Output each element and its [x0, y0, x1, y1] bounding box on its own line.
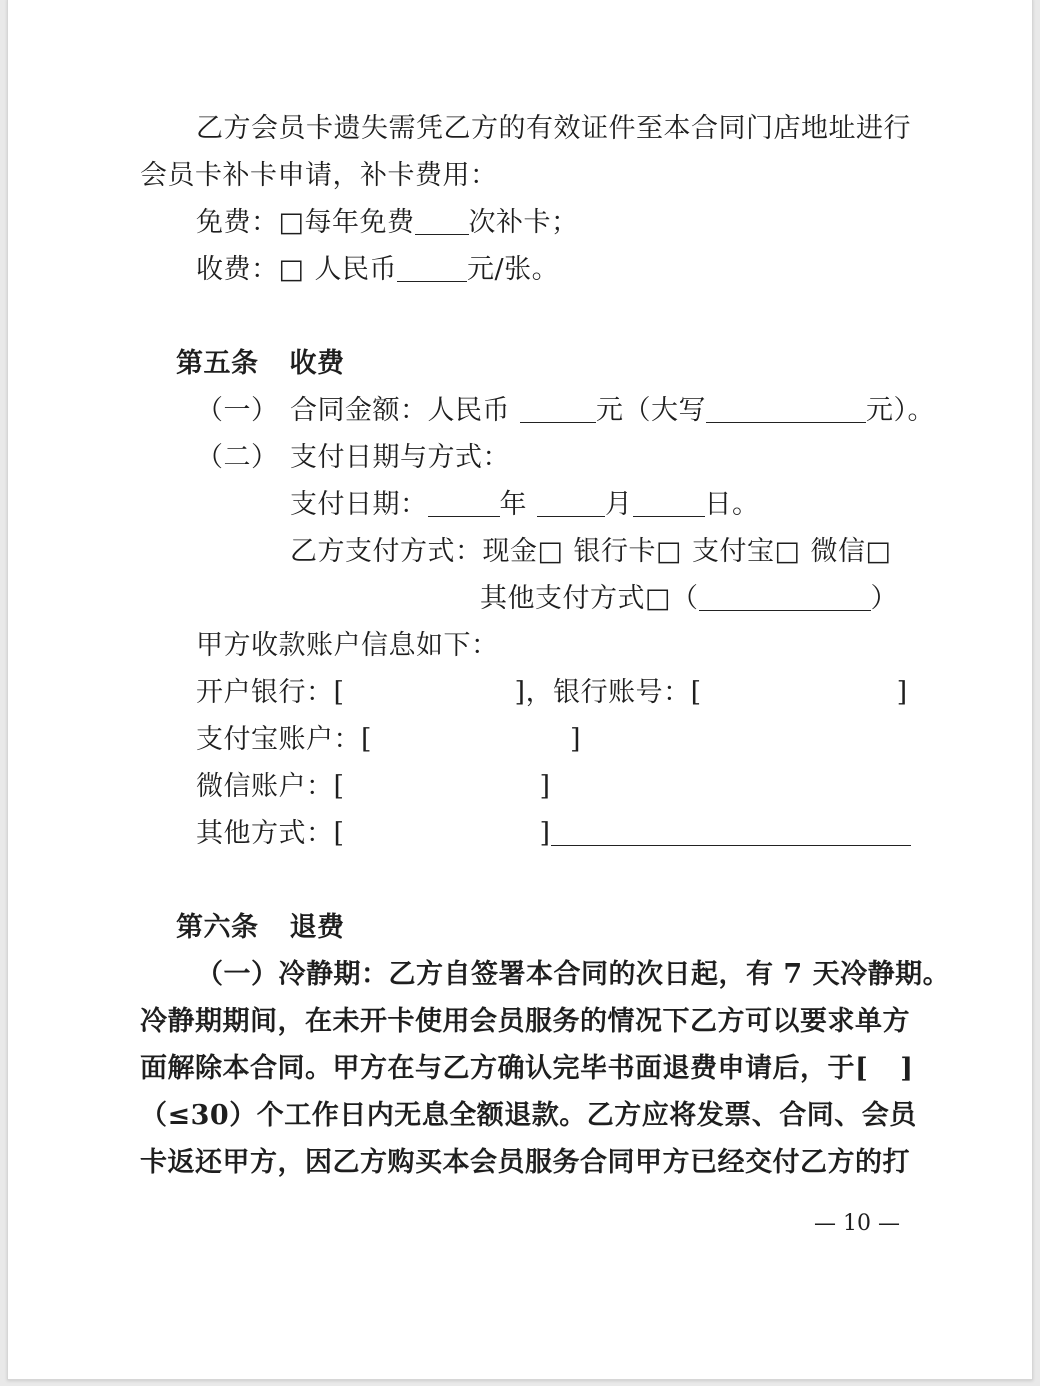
contract-amount-label: 合同金额：人民币	[290, 395, 510, 426]
bracket-open: [	[333, 677, 345, 708]
year-label: 年	[499, 489, 527, 520]
bracket-open: [	[855, 1053, 869, 1084]
payment-method-heading	[0, 434, 1040, 481]
other-account-label: 其他方式：	[196, 818, 334, 849]
page-number: — 10 —	[814, 1211, 900, 1236]
item-2-marker: （二）	[196, 442, 279, 473]
free-label: 免费：	[196, 207, 279, 238]
empty-line	[0, 293, 1040, 340]
bracket-close: ]	[514, 677, 526, 708]
amount-unit: 元（大写	[596, 395, 706, 426]
article-5-heading	[0, 340, 1040, 387]
article-6-heading	[0, 904, 1040, 951]
payment-options-line	[0, 528, 1040, 575]
item-1-marker: （一）	[196, 395, 279, 426]
alipay-label: 支付宝账户：	[196, 724, 361, 755]
cash-checkbox: □	[537, 536, 564, 567]
article-6-title: 退费	[289, 912, 345, 943]
bank-account-label: 银行账号：	[553, 677, 691, 708]
payment-date-line	[0, 481, 1040, 528]
other-payment-blank	[699, 592, 871, 611]
bracket-open: [	[333, 818, 345, 849]
article-5-number: 第五条	[176, 348, 259, 379]
bracket-close: ]	[896, 677, 908, 708]
charge-text: 人民币	[314, 254, 398, 285]
alipay-checkbox: □	[774, 536, 801, 567]
free-suffix: 次补卡；	[468, 207, 579, 238]
other-account-blank	[551, 827, 911, 846]
bracket-close: ]	[539, 771, 551, 802]
payment-date-label: 支付日期：	[290, 489, 428, 520]
free-replacement-option	[0, 199, 1040, 246]
wechat-account-line	[0, 763, 1040, 810]
contract-amount-line	[0, 387, 1040, 434]
free-text: 每年免费	[304, 207, 415, 238]
paren-open: （	[671, 583, 699, 614]
free-count-blank	[415, 216, 469, 235]
document-body	[0, 105, 1040, 1186]
bracket-close: ]	[570, 724, 582, 755]
day-blank	[633, 498, 705, 517]
month-blank	[537, 498, 605, 517]
day-label: 日。	[704, 489, 760, 520]
bracket-open: [	[333, 771, 345, 802]
paren-close: ）	[870, 583, 899, 614]
bracket-open: [	[690, 677, 702, 708]
account-intro: 甲方收款账户信息如下：	[196, 630, 499, 661]
option-bank-card: 银行卡	[573, 536, 657, 567]
card-replacement-line-1: 乙方会员卡遗失需凭乙方的有效证件至本合同门店地址进行	[196, 113, 911, 144]
bank-card-checkbox: □	[656, 536, 683, 567]
free-checkbox: □	[278, 207, 305, 238]
amount-words-blank	[706, 404, 866, 423]
cooling-period-line-3	[0, 1045, 1040, 1092]
charge-amount-blank	[397, 263, 467, 282]
cooling-period-line-3-text: 面解除本合同。甲方在与乙方确认完毕书面退费申请后，于	[140, 1053, 855, 1084]
cooling-period-line-5: 卡返还甲方，因乙方购买本会员服务合同甲方已经交付乙方的打	[140, 1147, 910, 1178]
article-5-title: 收费	[289, 348, 345, 379]
bracket-open: [	[361, 724, 373, 755]
month-label: 月	[605, 489, 633, 520]
option-cash: 现金	[482, 536, 538, 567]
payment-method-title: 支付日期与方式：	[290, 442, 510, 473]
other-account-line	[0, 810, 1040, 857]
charge-suffix: 元/张。	[467, 254, 560, 285]
bank-separator: ，	[525, 677, 554, 708]
article-6-number: 第六条	[176, 912, 259, 943]
wechat-checkbox: □	[865, 536, 892, 567]
other-payment-line	[0, 575, 1040, 622]
bracket-close: ]	[539, 818, 551, 849]
cooling-period-line-4: （≤30）个工作日内无息全额退款。乙方应将发票、合同、会员	[140, 1100, 917, 1131]
empty-line	[0, 857, 1040, 904]
other-payment-checkbox: □	[645, 583, 672, 614]
wechat-label: 微信账户：	[196, 771, 334, 802]
alipay-account-line	[0, 716, 1040, 763]
cooling-period-line-1: （一）冷静期：乙方自签署本合同的次日起，有 7 天冷静期。	[196, 959, 951, 990]
card-replacement-line-2: 会员卡补卡申请，补卡费用：	[140, 160, 498, 191]
option-alipay: 支付宝	[692, 536, 775, 567]
paid-replacement-option	[0, 246, 1040, 293]
year-blank	[428, 498, 500, 517]
bank-label: 开户银行：	[196, 677, 334, 708]
bracket-close: ]	[900, 1053, 914, 1084]
bank-account-line	[0, 669, 1040, 716]
other-payment-label: 其他支付方式	[480, 583, 645, 614]
charge-checkbox: □	[278, 254, 305, 285]
charge-label: 收费：	[196, 254, 279, 285]
cooling-period-line-2: 冷静期期间，在未开卡使用会员服务的情况下乙方可以要求单方	[140, 1006, 910, 1037]
amount-end: 元）。	[866, 395, 935, 426]
option-wechat: 微信	[810, 536, 866, 567]
amount-figures-blank	[520, 404, 596, 423]
payment-options-label: 乙方支付方式：	[290, 536, 483, 567]
